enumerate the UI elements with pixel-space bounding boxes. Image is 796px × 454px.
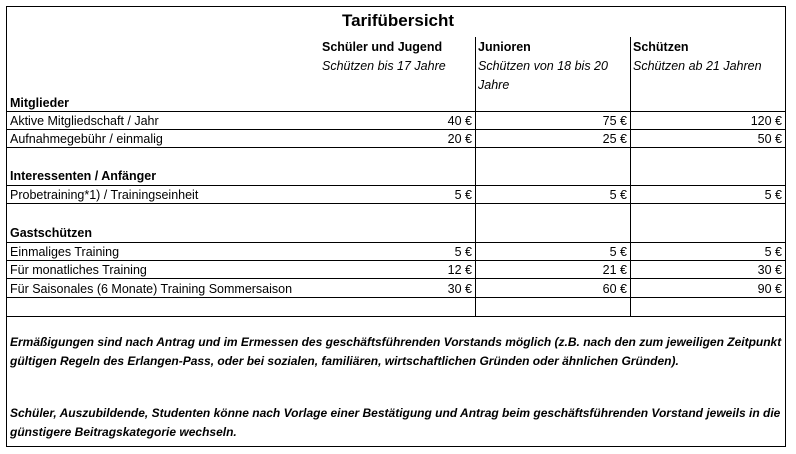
table-row-label: Für Saisonales (6 Monate) Training Sommersaison xyxy=(10,282,293,296)
row-divider xyxy=(6,185,786,186)
price-cell: 60 € xyxy=(602,282,627,296)
price-cell: 90 € xyxy=(757,282,782,296)
page-title: Tarifübersicht xyxy=(341,11,455,30)
price-cell: 30 € xyxy=(757,263,782,277)
row-divider xyxy=(6,297,786,298)
column-header xyxy=(322,38,472,76)
table-border-top xyxy=(6,6,786,7)
row-divider xyxy=(6,260,786,261)
column-header-sub: Schützen ab 21 Jahren xyxy=(633,59,762,73)
note-reductions: Ermäßigungen sind nach Antrag und im Ermessen des geschäftsführenden Vorstands möglich (z.B. nach den zum jeweiligen Zeitpunkt gültigen Regeln des Erlangen-Pass, oder bei sozialen, familiären, wirtschaftlichen Gründen oder ähnlichen Gründen). xyxy=(10,335,782,368)
column-header-sub: Schützen von 18 bis 20 Jahre xyxy=(478,59,608,92)
column-header-sub: Schützen bis 17 Jahre xyxy=(322,59,446,73)
row-divider xyxy=(6,278,786,279)
table-row-label: Aktive Mitgliedschaft / Jahr xyxy=(10,114,159,128)
price-cell: 5 € xyxy=(764,188,782,202)
row-divider xyxy=(6,203,786,204)
price-cell: 75 € xyxy=(602,114,627,128)
table-row-label: Einmaliges Training xyxy=(10,245,120,259)
price-cell: 5 € xyxy=(609,245,627,259)
price-cell: 30 € xyxy=(447,282,472,296)
table-border-right xyxy=(785,6,786,447)
row-divider xyxy=(6,316,786,317)
column-header-name: Schüler und Jugend xyxy=(322,40,443,54)
section-heading: Mitglieder xyxy=(10,96,70,110)
price-cell: 12 € xyxy=(447,263,472,277)
column-header xyxy=(633,38,783,76)
table-row-label: Probetraining*1) / Trainingseinheit xyxy=(10,188,199,202)
column-header xyxy=(478,38,628,95)
price-cell: 5 € xyxy=(454,188,472,202)
note-category-change: Schüler, Auszubildende, Studenten könne nach Vorlage einer Bestätigung und Antrag beim geschäftsführenden Vorstand jeweils in die günstigere Beitragskategorie wechseln. xyxy=(10,406,781,439)
price-cell: 5 € xyxy=(454,245,472,259)
row-divider xyxy=(6,147,786,148)
price-cell: 25 € xyxy=(602,132,627,146)
column-divider xyxy=(630,37,631,317)
price-cell: 120 € xyxy=(750,114,782,128)
price-cell: 21 € xyxy=(602,263,627,277)
price-cell: 40 € xyxy=(447,114,472,128)
column-divider xyxy=(475,37,476,317)
row-divider xyxy=(6,129,786,130)
price-cell: 20 € xyxy=(447,132,472,146)
table-border-left xyxy=(6,6,7,447)
section-heading: Gastschützen xyxy=(10,226,92,240)
column-header-name: Schützen xyxy=(633,40,689,54)
section-heading: Interessenten / Anfänger xyxy=(10,169,157,183)
table-row-label: Für monatliches Training xyxy=(10,263,147,277)
table-border-bottom xyxy=(6,446,786,447)
price-cell: 50 € xyxy=(757,132,782,146)
price-cell: 5 € xyxy=(609,188,627,202)
price-cell: 5 € xyxy=(764,245,782,259)
row-divider xyxy=(6,242,786,243)
table-row-label: Aufnahmegebühr / einmalig xyxy=(10,132,163,146)
column-header-name: Junioren xyxy=(478,40,531,54)
row-divider xyxy=(6,111,786,112)
